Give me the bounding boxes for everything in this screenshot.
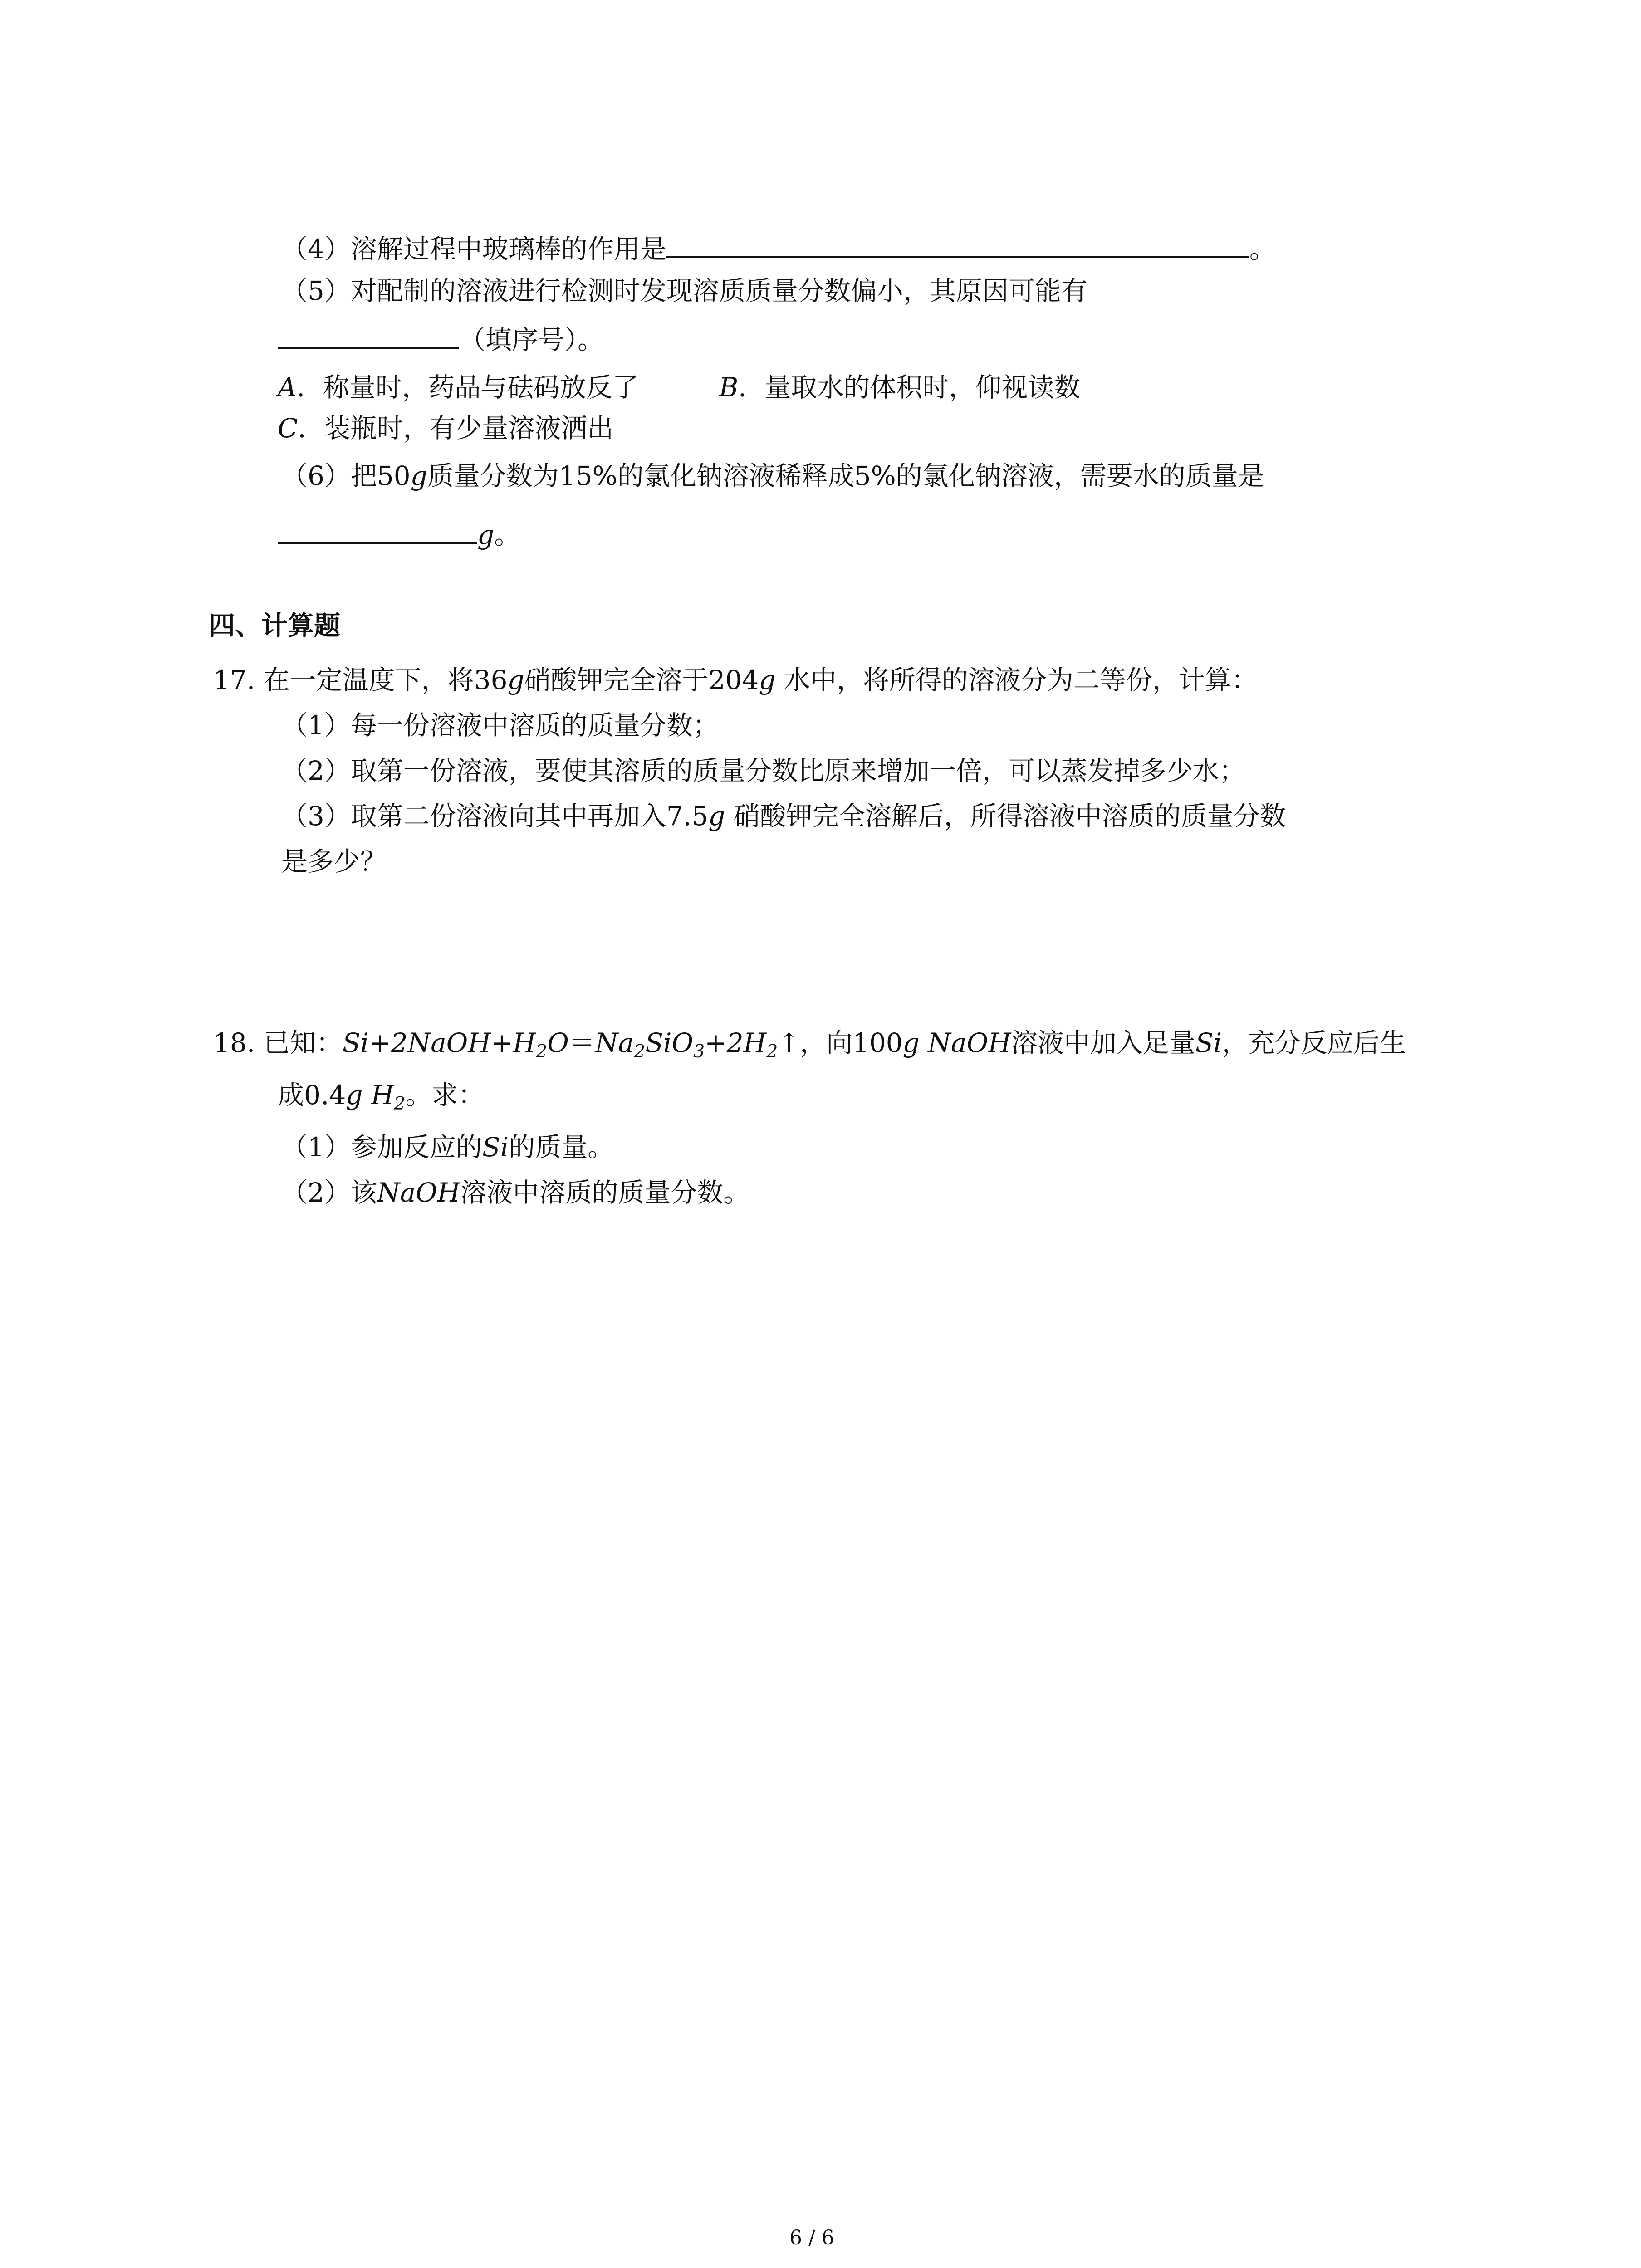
q18-h2: $H_2$ bbox=[362, 1080, 406, 1114]
q18-naoh: NaOH bbox=[919, 1027, 1011, 1058]
q16-option-c bbox=[278, 413, 614, 444]
q16-part6-unit: g bbox=[477, 519, 495, 550]
q16-part5 bbox=[281, 275, 1087, 306]
q18-g1: g bbox=[902, 1027, 920, 1058]
option-b-text: ．量取水的体积时，仰视读数 bbox=[738, 372, 1081, 403]
q16-part4-text: （4）溶解过程中玻璃棒的作用是 bbox=[281, 234, 666, 264]
q18-e: 成0.4 bbox=[278, 1080, 346, 1110]
q17-sub1: （1）每一份溶液中溶质的质量分数； bbox=[281, 710, 719, 741]
option-a-letter: A bbox=[278, 372, 297, 403]
q18-g2: g bbox=[346, 1080, 363, 1110]
section-title: 四、计算题 bbox=[209, 610, 341, 641]
q18-s1b: 的质量。 bbox=[509, 1132, 614, 1163]
q17-s3b: 硝酸钾完全溶解后，所得溶液中溶质的质量分数 bbox=[725, 801, 1286, 831]
q16-part6-blank[interactable] bbox=[278, 542, 477, 544]
q16-part4 bbox=[281, 236, 1276, 262]
q17-s3g: g bbox=[708, 801, 725, 831]
q16-part6-answer bbox=[278, 519, 521, 550]
q18-c: 溶液中加入足量 bbox=[1011, 1027, 1195, 1058]
q16-part6-g: g bbox=[410, 460, 427, 491]
q17-sub2: （2）取第一份溶液，要使其溶质的质量分数比原来增加一倍，可以蒸发掉多少水； bbox=[281, 755, 1245, 786]
q16-part6-b: 质量分数为15%的氯化钠溶液稀释成5%的氯化钠溶液，需要水的质量是 bbox=[427, 460, 1264, 491]
q18-s2naoh: NaOH bbox=[377, 1177, 460, 1208]
q17-g2: g bbox=[759, 665, 776, 695]
q18-sub2 bbox=[281, 1179, 749, 1206]
option-c-letter: C bbox=[278, 413, 298, 444]
up-arrow-icon: ↑ bbox=[778, 1027, 800, 1058]
q18-stem: 18. 已知：$Si+2NaOH+H_2O=Na_2SiO_3+2H_2↑$，向100g NaOH溶液中加入足量Si，充分反应后生 bbox=[213, 1027, 1406, 1062]
q17-g1: g bbox=[507, 665, 524, 695]
q16-part5-answer bbox=[278, 324, 604, 355]
q18-s2b: 溶液中溶质的质量分数。 bbox=[460, 1177, 750, 1208]
option-c-text: ．装瓶时，有少量溶液洒出 bbox=[298, 413, 614, 444]
q16-part5-text: （5）对配制的溶液进行检测时发现溶质质量分数偏小，其原因可能有 bbox=[281, 275, 1087, 306]
page-number: 6 / 6 bbox=[789, 2226, 834, 2249]
q16-part4-end: 。 bbox=[1249, 234, 1276, 264]
q17-stem bbox=[213, 667, 1258, 693]
q17-a: 17. 在一定温度下，将36 bbox=[213, 665, 508, 695]
q17-s3a: （3）取第二份溶液向其中再加入7.5 bbox=[281, 801, 709, 831]
q16-part5-tail: （填序号）。 bbox=[459, 324, 604, 355]
q18-si: Si bbox=[1195, 1027, 1222, 1058]
q18-equation: $Si+2NaOH+H_2O$ bbox=[342, 1027, 569, 1062]
q18-stem-cont bbox=[278, 1080, 485, 1114]
q17-b: 硝酸钾完全溶于204 bbox=[524, 665, 759, 695]
q18-s1a: （1）参加反应的 bbox=[281, 1132, 482, 1163]
q18-b: ，向100 bbox=[799, 1027, 903, 1058]
q18-a: 18. 已知： bbox=[213, 1027, 343, 1058]
q16-part5-blank[interactable] bbox=[278, 347, 459, 349]
q18-s2a: （2）该 bbox=[281, 1177, 377, 1208]
q16-part6-a: （6）把50 bbox=[281, 460, 411, 491]
option-a-text: ．称量时，药品与砝码放反了 bbox=[296, 372, 639, 403]
q16-part4-blank[interactable] bbox=[666, 256, 1249, 258]
q16-part6-end: 。 bbox=[494, 519, 521, 550]
q16-options-ab bbox=[278, 374, 1080, 401]
q18-d: ，充分反应后生 bbox=[1222, 1027, 1406, 1058]
q16-part6 bbox=[281, 460, 1264, 491]
option-b-letter: B bbox=[719, 372, 739, 403]
q18-f: 。求： bbox=[405, 1080, 485, 1110]
q18-sub1 bbox=[281, 1132, 614, 1163]
q17-sub3 bbox=[281, 803, 1286, 829]
q17-sub3-cont: 是多少？ bbox=[281, 846, 387, 877]
q18-s1si: Si bbox=[482, 1132, 509, 1163]
q17-c: 水中，将所得的溶液分为二等份，计算： bbox=[775, 665, 1258, 695]
q18-equals: ＝ bbox=[568, 1027, 595, 1058]
